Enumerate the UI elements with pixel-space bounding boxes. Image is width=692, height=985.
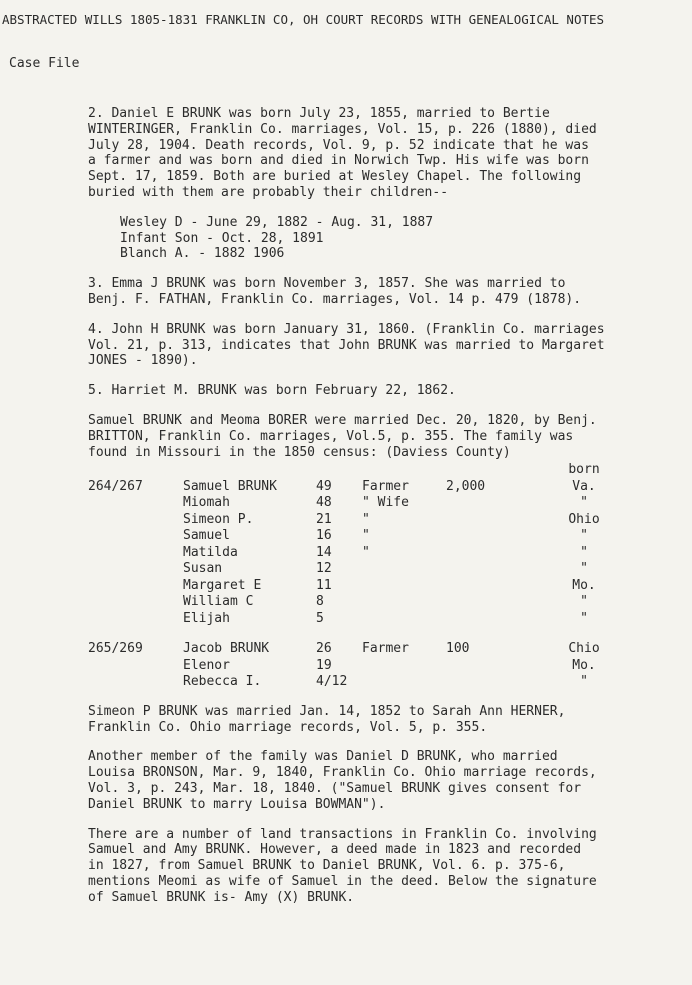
text-line: Sept. 17, 1859. Both are buried at Wesley Chapel. The following: [88, 169, 582, 185]
text-line: Simeon P BRUNK was married Jan. 14, 1852 to Sarah Ann HERNER,: [88, 703, 566, 719]
census-value: [446, 561, 554, 578]
text-line: Louisa BRONSON, Mar. 9, 1840, Franklin Co. Ohio marriage records,: [88, 765, 597, 781]
census-row: [88, 512, 614, 529]
census-birthplace: Mo.: [572, 657, 596, 673]
census-row: [88, 479, 614, 496]
text-line: Franklin Co. Ohio marriage records, Vol. 5, p. 355.: [88, 719, 488, 735]
census-value: [446, 528, 554, 545]
text-line: Daniel BRUNK to marry Louisa BOWMAN").: [88, 796, 386, 812]
census-age: 16: [316, 528, 332, 544]
census-birthplace: Ohio: [568, 511, 600, 527]
census-value: [446, 594, 554, 611]
census-household-id: [88, 512, 183, 529]
born-column-header: born: [568, 462, 600, 478]
text-line: in 1827, from Samuel BRUNK to Daniel BRUNK, Vol. 6. p. 375-6,: [88, 858, 566, 874]
census-name: Susan: [183, 561, 223, 577]
census-household-id: [88, 495, 183, 512]
census-name: William C: [183, 594, 254, 610]
census-occupation: ": [362, 528, 370, 544]
census-age: 48: [316, 495, 332, 511]
census-value: [446, 545, 554, 562]
census-age: 49: [316, 478, 332, 494]
census-name: Margaret E: [183, 577, 262, 593]
census-name: Elijah: [183, 610, 230, 626]
text-line: WINTERINGER, Franklin Co. marriages, Vol. 15, p. 226 (1880), died: [88, 121, 597, 137]
census-value: [446, 658, 554, 675]
census-value: [446, 611, 554, 628]
text-line: Samuel and Amy BRUNK. However, a deed made in 1823 and recorded: [88, 842, 582, 858]
census-birthplace: ": [580, 495, 588, 511]
census-occupation: Farmer: [362, 478, 409, 494]
census-row: [88, 641, 614, 658]
children-list: [120, 215, 684, 262]
census-birthplace: ": [580, 674, 588, 690]
paragraph-land-transactions: [88, 827, 684, 906]
text-line: Vol. 21, p. 313, indicates that John BRUNK was married to Margaret: [88, 337, 605, 353]
paragraph-daniel-e-brunk: [88, 106, 684, 201]
census-value: [446, 674, 554, 691]
census-age: 21: [316, 511, 332, 527]
census-birthplace: ": [580, 594, 588, 610]
text-line: 4. John H BRUNK was born January 31, 1860. (Franklin Co. marriages: [88, 321, 605, 337]
census-occupation: ": [362, 544, 370, 560]
census-name: Samuel: [183, 528, 230, 544]
census-birthplace: ": [580, 528, 588, 544]
census-table: [88, 462, 614, 691]
text-line: BRITTON, Franklin Co. marriages, Vol.5, p. 355. The family was: [88, 428, 574, 444]
census-occupation: [362, 561, 446, 578]
census-occupation: [362, 658, 446, 675]
census-age: 11: [316, 577, 332, 593]
text-line: JONES - 1890).: [88, 353, 198, 369]
census-name: Jacob BRUNK: [183, 641, 270, 657]
census-occupation: ": [362, 511, 370, 527]
text-line: mentions Meomi as wife of Samuel in the deed. Below the signature: [88, 874, 597, 890]
document-body: [88, 106, 684, 906]
census-name: Samuel BRUNK: [183, 478, 277, 494]
census-occupation: [362, 578, 446, 595]
text-line: July 28, 1904. Death records, Vol. 9, p. 52 indicate that he was: [88, 137, 589, 153]
text-line: 3. Emma J BRUNK was born November 3, 1857. She was married to: [88, 276, 566, 292]
census-name: Simeon P.: [183, 511, 254, 527]
census-occupation: Farmer: [362, 641, 409, 657]
census-household-id: [88, 611, 183, 628]
census-row: [88, 611, 614, 628]
census-household-id: [88, 658, 183, 675]
text-line: of Samuel BRUNK is- Amy (X) BRUNK.: [88, 889, 355, 905]
census-household-id: [88, 561, 183, 578]
census-row: [88, 561, 614, 578]
document-header: ABSTRACTED WILLS 1805-1831 FRANKLIN CO, OH COURT RECORDS WITH GENEALOGICAL NOTES: [2, 12, 605, 27]
text-line: Another member of the family was Daniel D BRUNK, who married: [88, 749, 558, 765]
paragraph-emma-j-brunk: [88, 276, 684, 308]
list-item: Blanch A. - 1882 1906: [120, 246, 285, 262]
text-line: There are a number of land transactions in Franklin Co. involving: [88, 826, 597, 842]
text-line: Vol. 3, p. 243, Mar. 18, 1840. ("Samuel BRUNK gives consent for: [88, 781, 582, 797]
text-line: 2. Daniel E BRUNK was born July 23, 1855, married to Bertie: [88, 106, 550, 121]
list-item: Infant Son - Oct. 28, 1891: [120, 230, 324, 246]
paragraph-samuel-brunk: [88, 413, 684, 460]
census-header-row: [88, 462, 614, 479]
paragraph-harriet-m-brunk: [88, 383, 684, 399]
census-name: Elenor: [183, 657, 230, 673]
list-item: Wesley D - June 29, 1882 - Aug. 31, 1887: [120, 214, 434, 230]
census-age: 19: [316, 657, 332, 673]
paragraph-daniel-d-brunk: [88, 749, 684, 812]
census-occupation: [362, 674, 446, 691]
census-age: 5: [316, 610, 324, 626]
census-household-id: 265/269: [88, 641, 143, 657]
census-occupation: [362, 611, 446, 628]
text-line: Samuel BRUNK and Meoma BORER were married Dec. 20, 1820, by Benj.: [88, 412, 597, 428]
census-birthplace: Va.: [572, 478, 596, 494]
text-line: found in Missouri in the 1850 census: (Daviess County): [88, 444, 511, 460]
census-name: Miomah: [183, 495, 230, 511]
census-occupation: [362, 594, 446, 611]
text-line: a farmer and was born and died in Norwich Twp. His wife was born: [88, 153, 589, 169]
census-birthplace: Mo.: [572, 577, 596, 593]
census-household-id: [88, 545, 183, 562]
census-age: 4/12: [316, 674, 348, 690]
census-value: 100: [446, 641, 470, 657]
census-occupation: " Wife: [362, 495, 409, 511]
census-age: 14: [316, 544, 332, 560]
census-birthplace: ": [580, 561, 588, 577]
census-household-id: [88, 578, 183, 595]
census-value: [446, 578, 554, 595]
census-birthplace: ": [580, 610, 588, 626]
census-row: [88, 545, 614, 562]
text-line: Benj. F. FATHAN, Franklin Co. marriages, Vol. 14 p. 479 (1878).: [88, 291, 582, 307]
census-row: [88, 578, 614, 595]
census-row: [88, 528, 614, 545]
paragraph-simeon-p-brunk: [88, 704, 684, 736]
census-row: [88, 658, 614, 675]
text-line: buried with them are probably their children--: [88, 184, 449, 200]
census-row: [88, 495, 614, 512]
census-age: 26: [316, 641, 332, 657]
paragraph-john-h-brunk: [88, 322, 684, 369]
census-age: 8: [316, 594, 324, 610]
census-household-id: [88, 594, 183, 611]
census-row: [88, 674, 614, 691]
census-name: Matilda: [183, 544, 238, 560]
census-name: Rebecca I.: [183, 674, 262, 690]
census-value: 2,000: [446, 478, 486, 494]
census-age: 12: [316, 561, 332, 577]
census-value: [446, 495, 554, 512]
census-birthplace: ": [580, 544, 588, 560]
census-birthplace: Chio: [568, 641, 600, 657]
census-value: [446, 512, 554, 529]
census-household-id: [88, 528, 183, 545]
census-household-id: [88, 674, 183, 691]
text-line: 5. Harriet M. BRUNK was born February 22, 1862.: [88, 383, 456, 399]
census-row: [88, 594, 614, 611]
census-household-id: 264/267: [88, 478, 143, 494]
case-file-label: Case File: [9, 56, 80, 71]
